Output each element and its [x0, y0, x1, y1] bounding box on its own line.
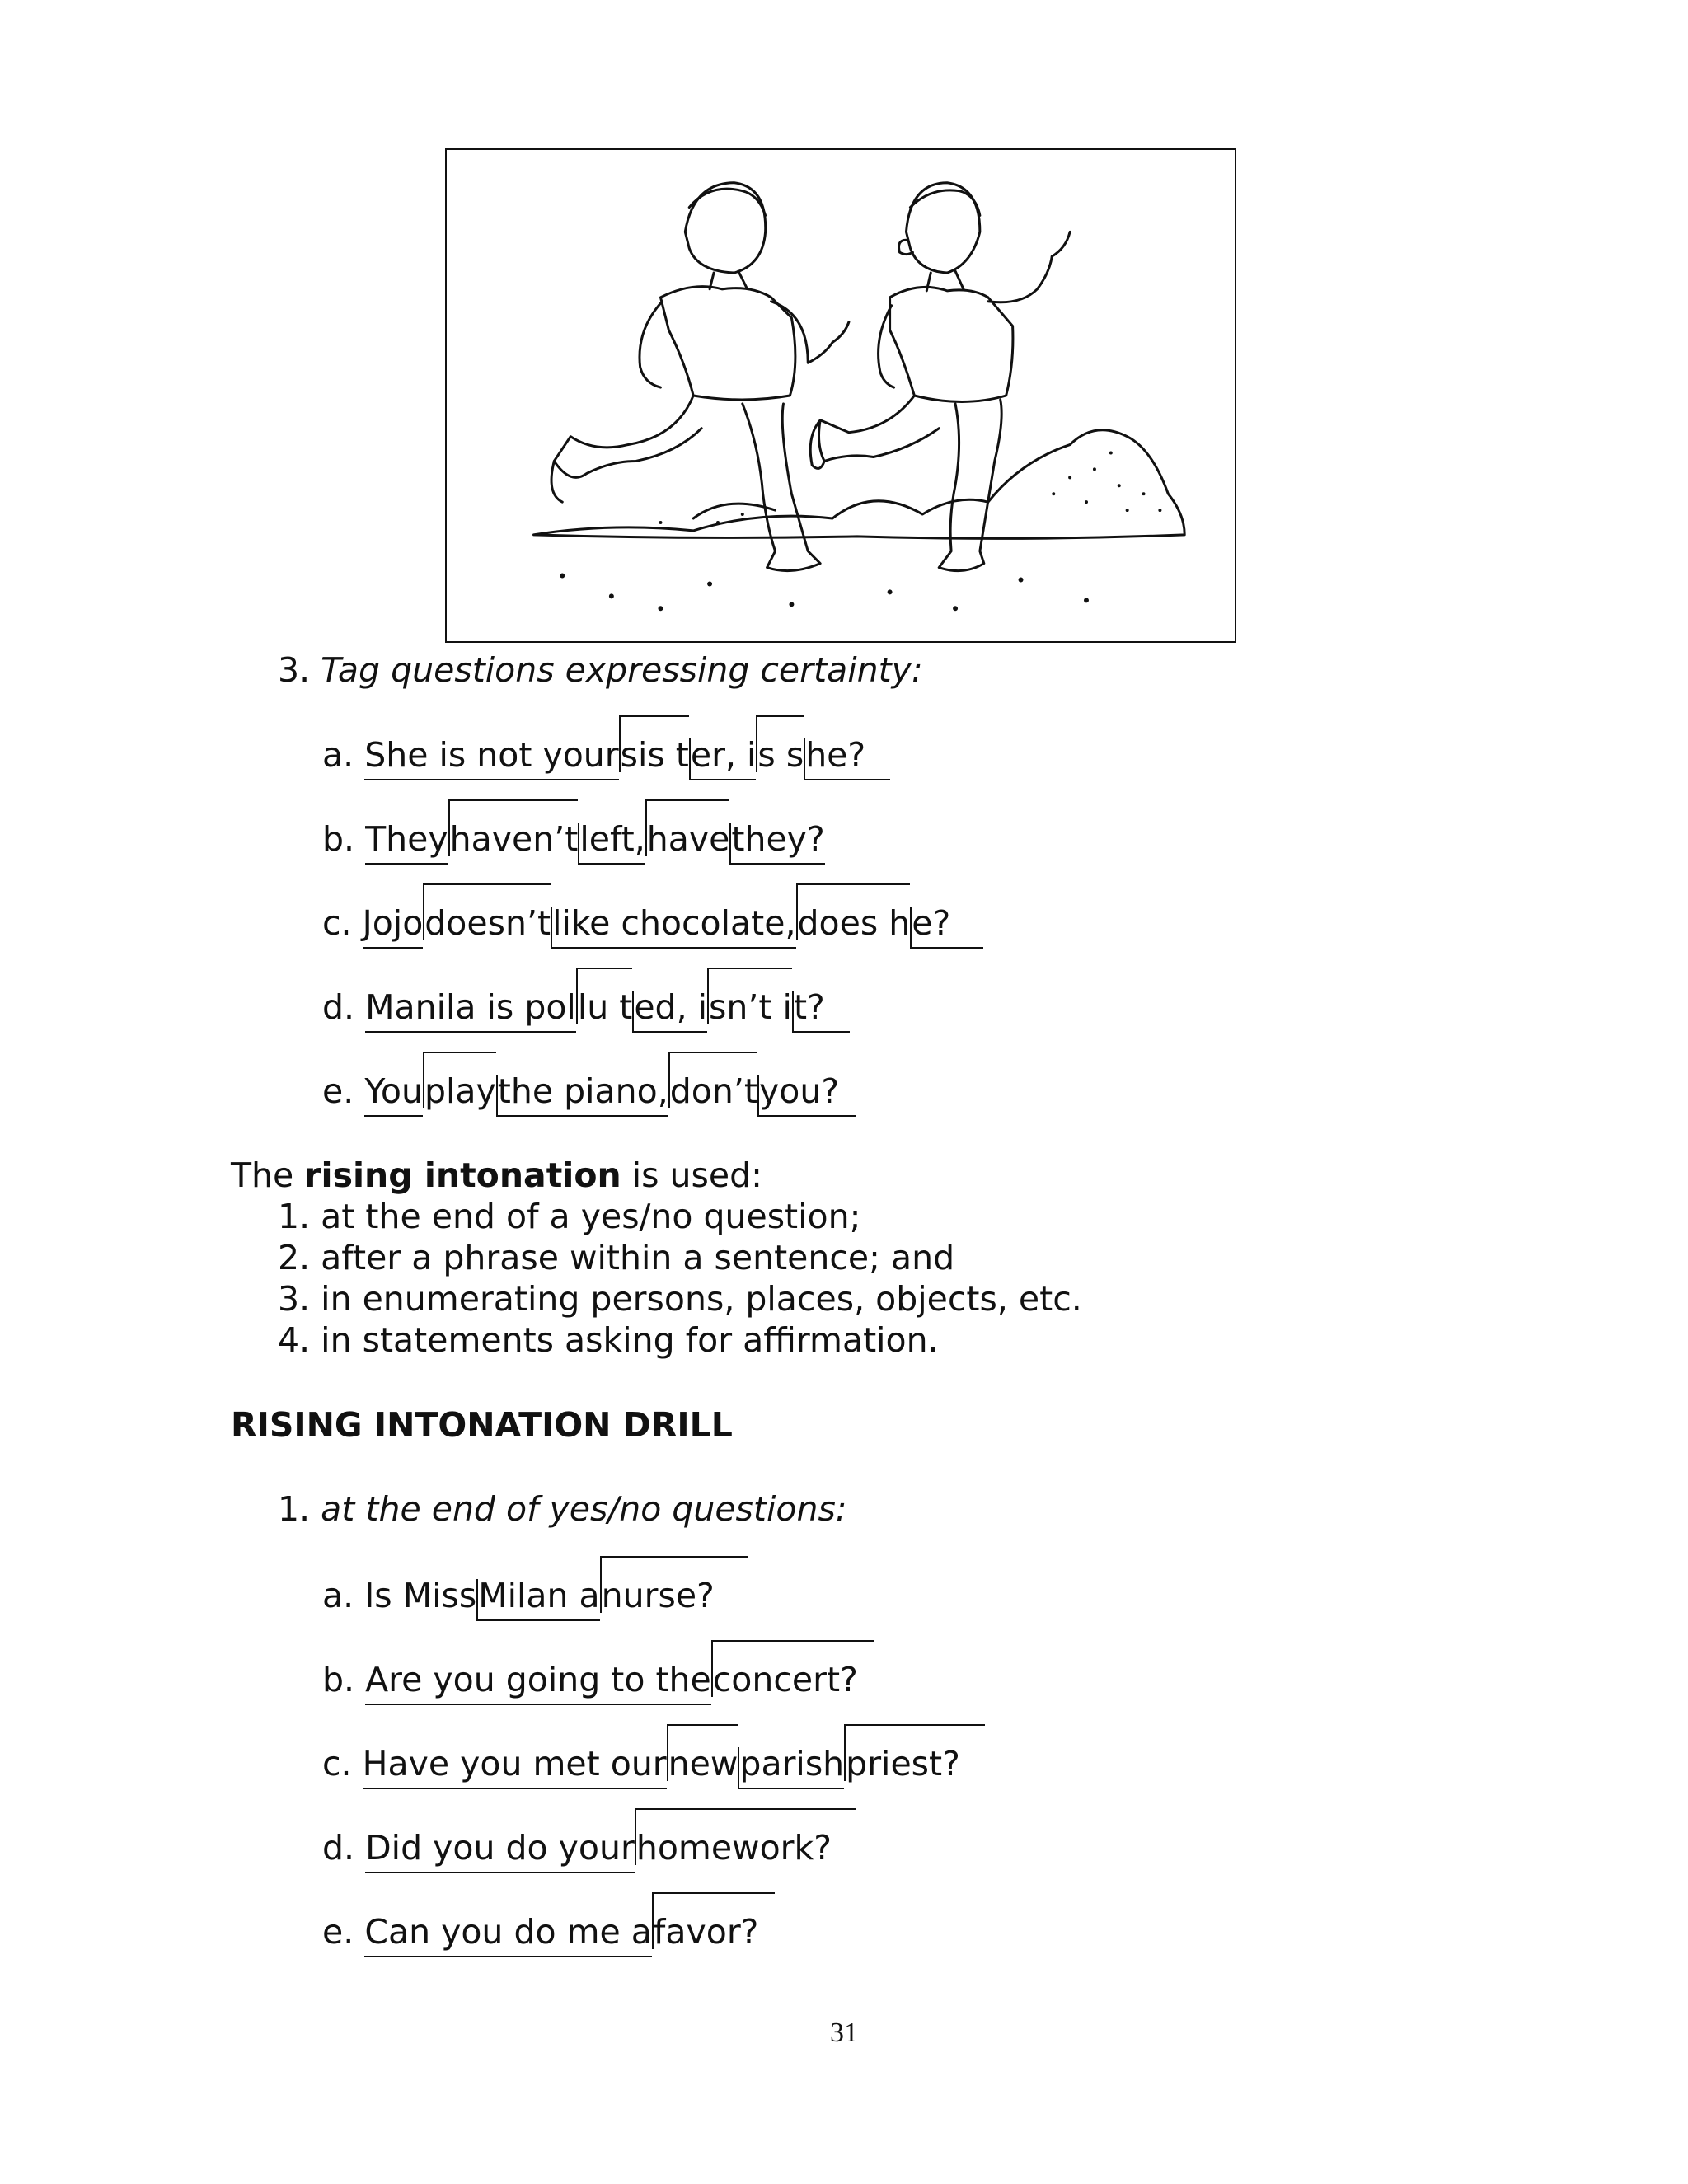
intonation-segment: t?: [792, 991, 850, 1033]
drill-question-d: [322, 1830, 856, 1873]
intonation-segment: Did you do your: [365, 1831, 635, 1873]
running-boys-drawing: [447, 150, 1235, 641]
item-letter: b.: [322, 819, 355, 859]
item-letter: d.: [322, 987, 355, 1027]
rule-number: 1.: [278, 1197, 311, 1236]
rule-list-item-3: [278, 1279, 1082, 1319]
drill-question-e: [322, 1914, 775, 1957]
tag-question-e: [322, 1073, 856, 1117]
intonation-segment: new: [667, 1724, 738, 1781]
intonation-segment: the piano,: [496, 1075, 668, 1117]
item-letter: c.: [322, 903, 352, 943]
intro-suffix: is used:: [621, 1155, 762, 1195]
item-letter: e.: [322, 1912, 354, 1952]
rule-number: 3.: [278, 1279, 311, 1319]
drill-title: RISING INTONATION DRILL: [231, 1405, 733, 1445]
item-letter: e.: [322, 1071, 354, 1111]
section-3-heading: [278, 650, 923, 690]
intonation-segment: sn’t i: [707, 968, 792, 1024]
drill-question-c: [322, 1746, 985, 1789]
intonation-segment: er, i: [689, 738, 757, 780]
intonation-segment: lu t: [576, 968, 633, 1024]
intonation-segment: Is Miss: [364, 1576, 477, 1615]
intonation-segment: You: [364, 1075, 423, 1117]
intonation-segment: nurse?: [600, 1556, 748, 1613]
intonation-segment: play: [423, 1052, 496, 1108]
intonation-segment: like chocolate,: [551, 907, 795, 949]
intonation-segment: ed, i: [632, 991, 707, 1033]
intonation-segment: Have you met our: [363, 1747, 667, 1789]
drill-number: 1.: [278, 1489, 311, 1529]
intonation-segment: you?: [757, 1075, 856, 1117]
drill-heading: [278, 1489, 847, 1529]
intonation-segment: s s: [756, 715, 804, 772]
tag-question-b: [322, 821, 825, 865]
intonation-segment: favor?: [652, 1892, 776, 1949]
intonation-segment: doesn’t: [423, 883, 551, 940]
tag-question-c: [322, 905, 983, 949]
section-3-heading-text: Tag questions expressing certainty:: [321, 650, 923, 690]
rising-intonation-intro: [231, 1155, 762, 1195]
item-letter: c.: [322, 1744, 352, 1783]
intro-prefix: The: [231, 1155, 305, 1195]
rule-text: in enumerating persons, places, objects, etc.: [321, 1279, 1082, 1319]
intonation-segment: Are you going to the: [365, 1663, 711, 1705]
intonation-segment: left,: [578, 823, 645, 865]
intonation-segment: concert?: [711, 1640, 874, 1697]
intonation-segment: Can you do me a: [364, 1915, 652, 1957]
rule-number: 2.: [278, 1238, 311, 1277]
rule-list-item-2: [278, 1238, 955, 1277]
item-letter: d.: [322, 1828, 355, 1868]
intonation-segment: parish: [738, 1747, 844, 1789]
drill-question-a: [322, 1577, 748, 1621]
intonation-segment: they?: [729, 823, 824, 865]
intro-term: rising intonation: [304, 1155, 621, 1195]
item-letter: b.: [322, 1660, 355, 1699]
intonation-segment: sis t: [619, 715, 689, 772]
rule-list-item-1: [278, 1197, 861, 1236]
page-number: 31: [830, 2018, 858, 2048]
intonation-segment: Manila is pol: [365, 991, 576, 1033]
intonation-segment: haven’t: [448, 799, 579, 856]
tag-question-a: [322, 737, 890, 780]
intonation-segment: does h: [796, 883, 911, 940]
rule-number: 4.: [278, 1320, 311, 1360]
tag-question-d: [322, 989, 850, 1033]
intonation-segment: Jojo: [363, 907, 424, 949]
rule-list-item-4: [278, 1320, 939, 1360]
intonation-segment: have: [645, 799, 730, 856]
intonation-segment: he?: [804, 738, 890, 780]
intonation-segment: She is not your: [364, 738, 618, 780]
item-letter: a.: [322, 1576, 354, 1615]
section-3-number: 3.: [278, 650, 311, 690]
intonation-segment: Milan a: [476, 1579, 599, 1621]
drill-question-b: [322, 1661, 874, 1705]
intonation-segment: priest?: [844, 1724, 985, 1781]
rule-text: at the end of a yes/no question;: [321, 1197, 861, 1236]
intonation-segment: homework?: [635, 1808, 856, 1865]
illustration-two-boys-running: [445, 148, 1236, 643]
drill-heading-text: at the end of yes/no questions:: [321, 1489, 847, 1529]
intonation-segment: They: [365, 823, 448, 865]
rule-text: in statements asking for affirmation.: [321, 1320, 939, 1360]
intonation-segment: e?: [910, 907, 983, 949]
rule-text: after a phrase within a sentence; and: [321, 1238, 955, 1277]
item-letter: a.: [322, 735, 354, 775]
intonation-segment: don’t: [668, 1052, 757, 1108]
